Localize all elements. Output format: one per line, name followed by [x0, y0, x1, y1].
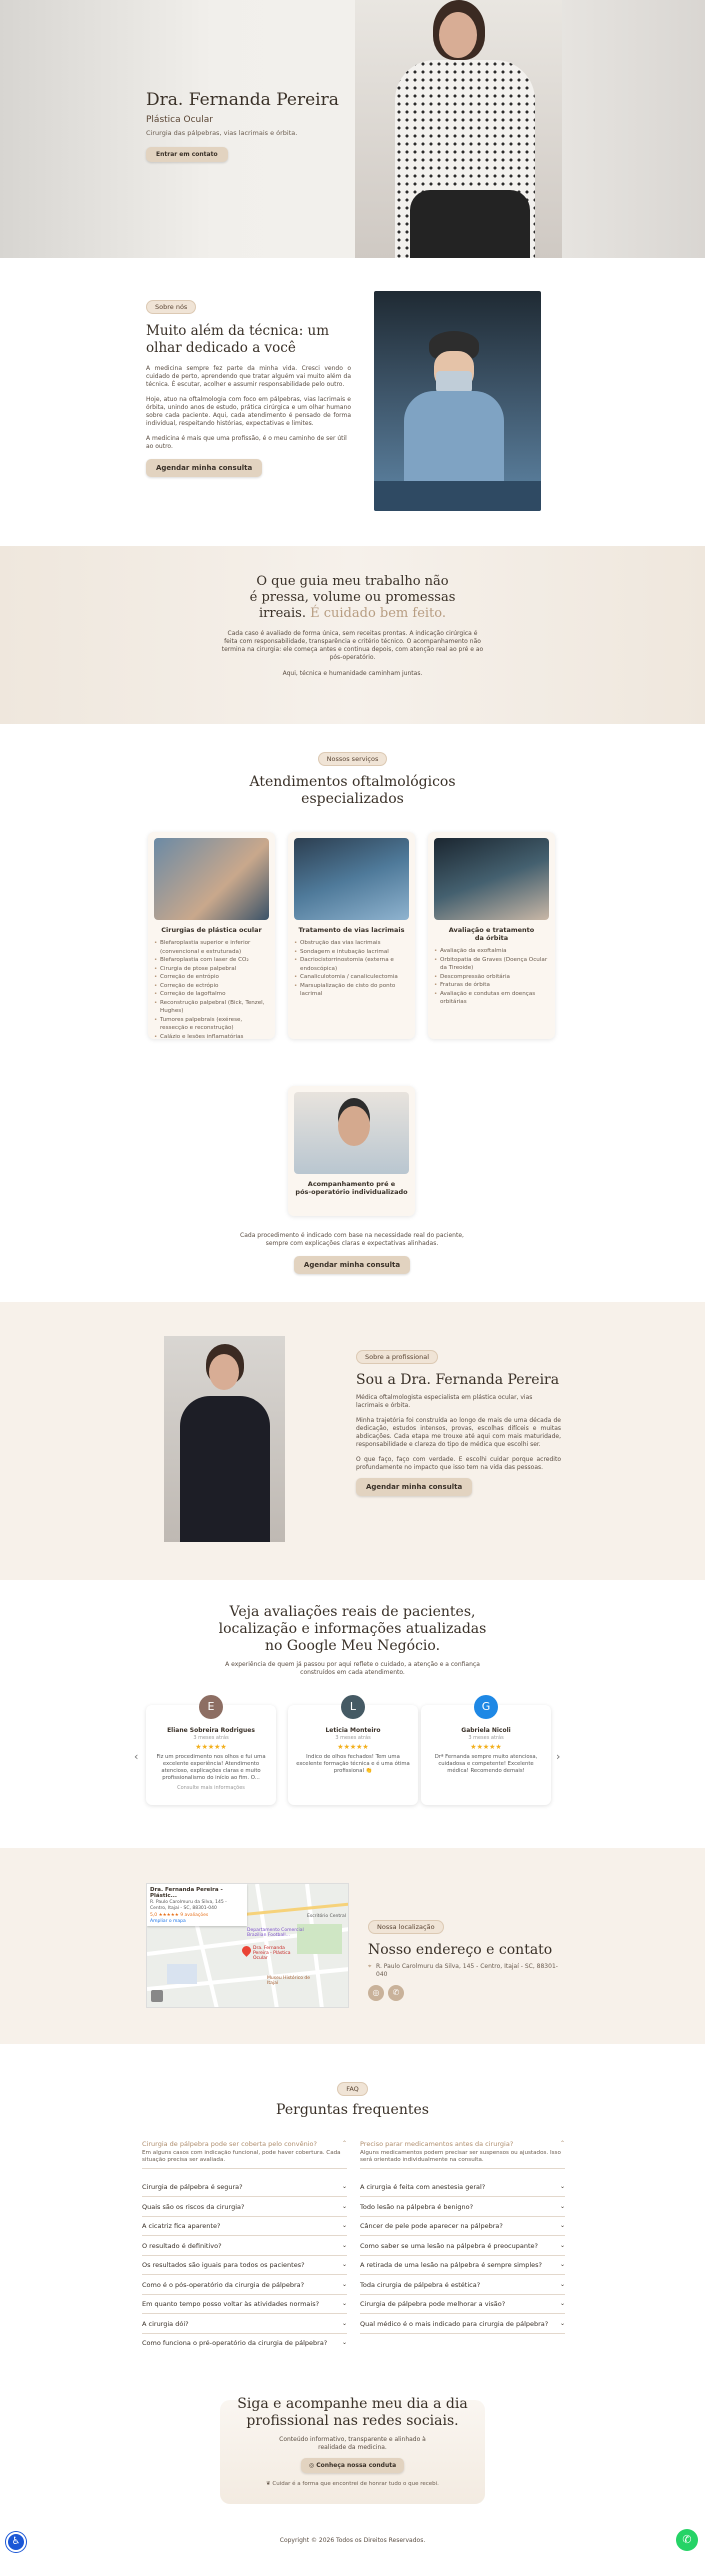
review-stars: ★★★★★ [470, 1743, 502, 1751]
profile-paragraph-1: Médica oftalmologista especialista em plástica ocular, vias lacrimais e órbita. [356, 1394, 533, 1409]
faq-question: Cirurgia de pálpebra pode melhorar a visão? [360, 2300, 506, 2308]
instagram-icon: ◎ [308, 2462, 317, 2469]
faq-question: Cirurgia de pálpebra pode ser coberta pelo convênio? [142, 2140, 317, 2148]
profile-badge: Sobre a profissional [356, 1350, 438, 1364]
location-address [368, 1963, 558, 1979]
location-title: Nosso endereço e contato [368, 1942, 553, 1958]
faq-question: O resultado é definitivo? [142, 2241, 222, 2250]
review-stars: ★★★★★ [337, 1743, 369, 1751]
faq-item[interactable] [142, 2315, 347, 2334]
hero-name: Dra. Fernanda Pereira [146, 90, 339, 110]
map-place-label-2: Escritório Central [307, 1914, 346, 1919]
chevron-down-icon: ⌄ [559, 2300, 565, 2307]
social-note [220, 2481, 485, 2487]
faq-item[interactable] [360, 2276, 565, 2295]
service-title-3b: da órbita [474, 934, 509, 942]
list-item: • Blefaroplastia com laser de CO₂ [154, 956, 269, 965]
chevron-down-icon: ⌄ [341, 2241, 347, 2249]
faq-item[interactable] [142, 2237, 347, 2256]
list-item: • Tumores palpebrais (exérese, ressecção e reconstrução) [154, 1016, 269, 1033]
faq-section [0, 2044, 705, 2352]
list-item: • Sondagem e intubação lacrimal [294, 948, 409, 957]
faq-item-open[interactable] [360, 2140, 565, 2169]
review-date: 3 meses atrás [468, 1735, 504, 1741]
chevron-up-icon: ⌃ [559, 2140, 565, 2147]
chevron-down-icon: ⌄ [341, 2222, 347, 2229]
faq-question: Quais são os riscos da cirurgia? [142, 2202, 245, 2211]
map-place-title: Dra. Fernanda Pereira - Plástic... [150, 1887, 223, 1899]
services-note: Cada procedimento é indicado com base na necessidade real do paciente, sempre com explicações claras e expectativas alinhadas. [240, 1232, 464, 1247]
review-stars: ★★★★★ [195, 1743, 227, 1751]
service-list-3 [434, 947, 549, 1007]
service-image-1 [154, 838, 269, 920]
profile-title: Sou a Dra. Fernanda Pereira [356, 1372, 560, 1388]
chevron-down-icon: ⌄ [341, 2183, 347, 2190]
values-section [0, 546, 705, 724]
chevron-down-icon: ⌄ [341, 2319, 347, 2327]
faq-item[interactable] [142, 2178, 347, 2197]
map-pin-label: Dra. Fernanda Pereira - Plástica Ocular [253, 1946, 291, 1961]
reviews-prev-arrow[interactable]: ‹ [134, 1750, 139, 1763]
faq-item[interactable] [360, 2217, 565, 2236]
faq-item[interactable] [360, 2295, 565, 2314]
profile-paragraph-2: Minha trajetória foi construída ao longo de mais de uma década de dedicação, estudos intensos, provas, escolhas difíceis e muitas abdicações. Cada etapa me trouxe até aqui com mais maturidade, responsabilidade e clareza do tipo de médica que escolhi ser. [356, 1417, 561, 1448]
about-paragraph-2: Hoje, atuo na oftalmologia com foco em pálpebras, vias lacrimais e órbita, unindo anos de estudo, prática cirúrgica e um olhar humano sobre cada paciente. Aqui, cada atendimento é pensado de forma individual, respeitando histórias, expectativas e limites. [146, 396, 351, 427]
values-title-line-1: O que guia meu trabalho não [256, 574, 449, 589]
faq-question: Toda cirurgia de pálpebra é estética? [360, 2280, 481, 2289]
about-badge: Sobre nós [146, 300, 196, 314]
faq-answer: Em alguns casos com indicação funcional, pode haver cobertura. Cada situação precisa ser avaliada. [142, 2150, 341, 2163]
list-item: • Fraturas de órbita [434, 981, 549, 990]
reviewer-name: Gabriela Nicoli [461, 1727, 511, 1734]
list-item: • Blefaroplastia superior e inferior (convencional e estruturada) [154, 939, 269, 956]
chevron-down-icon: ⌄ [559, 2241, 565, 2249]
heart-hands-icon: ❦ [266, 2481, 273, 2487]
service-card-plastic[interactable] [148, 832, 275, 1039]
faq-title: Perguntas frequentes [276, 2102, 429, 2118]
list-item: • Obstrução das vias lacrimais [294, 939, 409, 948]
list-item: • Orbitopatia de Graves (Doença Ocular da Tireoide) [434, 956, 549, 973]
review-card[interactable] [288, 1700, 418, 1805]
service-image-3 [434, 838, 549, 920]
reviews-title-line-2: localização e informações atualizadas [218, 1621, 487, 1637]
faq-question: A cirurgia dói? [142, 2319, 189, 2328]
social-title-line-1: Siga e acompanhe meu dia a dia [237, 2396, 468, 2412]
about-section [0, 258, 705, 546]
review-text: Indico de olhos fechados! Tem uma excelente formação técnica e é uma ótima profissional 👏 [296, 1754, 410, 1774]
service-list-1 [154, 939, 269, 1041]
profile-photo [164, 1336, 285, 1542]
faq-badge: FAQ [337, 2082, 368, 2096]
hero-section [0, 0, 705, 258]
review-text: Fiz um procedimento nos olhos e fui uma excelente experiência! Atendimento atencioso, explicações claras e muito profissionalismo do início ao fim. O... [156, 1754, 266, 1781]
review-date: 3 meses atrás [335, 1735, 371, 1741]
faq-question: Qual médico é o mais indicado para cirurgia de pálpebra? [360, 2319, 549, 2328]
map-place-label-3: Museu Histórico de Itajaí [267, 1976, 311, 1986]
whatsapp-small-icon[interactable]: ✆ [388, 1985, 404, 2001]
map-place-label-1: Departamento Comercial Brazilian Football... [247, 1928, 304, 1938]
map-info-box [147, 1884, 247, 1926]
social-section [0, 2352, 705, 2560]
contact-button[interactable]: Entrar em contato [146, 147, 228, 162]
chevron-down-icon: ⌄ [559, 2261, 565, 2268]
schedule-button-3[interactable]: Agendar minha consulta [356, 1478, 472, 1496]
hero-specialty: Plástica Ocular [146, 115, 213, 125]
social-note-text: Cuidar é a forma que encontrei de honrar tudo o que recebi. [272, 2481, 439, 2487]
reviews-next-arrow[interactable]: › [556, 1750, 561, 1763]
faq-item[interactable] [142, 2276, 347, 2295]
footer-copyright: Copyright © 2026 Todos os Direitos Reservados. [279, 2537, 426, 2544]
hero-text [146, 90, 346, 162]
chevron-up-icon: ⌃ [341, 2140, 347, 2147]
review-date: 3 meses atrás [193, 1735, 229, 1741]
chevron-down-icon: ⌄ [341, 2300, 347, 2307]
services-title-line-1: Atendimentos oftalmológicos [249, 774, 456, 790]
faq-answer: Alguns medicamentos podem precisar ser suspensos ou ajustados. Isso será orientado individualmente na consulta. [360, 2150, 561, 2163]
faq-question: Em quanto tempo posso voltar às atividades normais? [142, 2300, 320, 2308]
chevron-down-icon: ⌄ [559, 2319, 565, 2327]
hero-photo [355, 0, 562, 258]
services-title-line-2: especializados [301, 791, 404, 807]
location-section [0, 1848, 705, 2044]
faq-question: Cirurgia de pálpebra é segura? [142, 2183, 243, 2191]
map-marker-icon: ⌖ [368, 1963, 372, 1970]
chevron-down-icon: ⌄ [559, 2280, 565, 2288]
chevron-down-icon: ⌄ [559, 2202, 565, 2210]
faq-question: Todo lesão na pálpebra é benigno? [360, 2202, 474, 2211]
map-place-address: R. Paulo Carolmuru da Silva, 145 - Centro, Itajaí - SC, 88301-040 [150, 1900, 227, 1911]
service-title-3a: Avaliação e tratamento [448, 926, 535, 934]
list-item: • Cirurgia de ptose palpebral [154, 965, 269, 974]
values-title-line-2: é pressa, volume ou promessas [249, 590, 456, 605]
conduct-button-label: Conheça nossa conduta [316, 2462, 397, 2469]
list-item: • Avaliação e condutas em doenças orbitárias [434, 990, 549, 1007]
faq-question: Como é o pós-operatório da cirurgia de pálpebra? [142, 2280, 305, 2289]
faq-item[interactable] [142, 2217, 347, 2236]
faq-item[interactable] [360, 2256, 565, 2275]
schedule-button-2[interactable]: Agendar minha consulta [294, 1256, 410, 1274]
location-address-text: R. Paulo Carolmuru da Silva, 145 - Centro, Itajaí - SC, 88301-040 [376, 1963, 558, 1978]
service-title-4a: Acompanhamento pré e [307, 1180, 396, 1188]
reviewer-name: Eliane Sobreira Rodrigues [167, 1727, 255, 1734]
about-paragraph-1: A medicina sempre fez parte da minha vida. Cresci vendo o cuidado de perto, aprendendo que tratar alguém vai muito além da técnica. É escutar, acolher e assumir responsabilidade pelo outro. [146, 365, 351, 388]
service-title-1: Cirurgias de plástica ocular [161, 926, 262, 934]
faq-item[interactable] [360, 2198, 565, 2217]
faq-item[interactable] [360, 2178, 565, 2197]
chevron-down-icon: ⌄ [341, 2339, 347, 2346]
faq-question: Os resultados são iguais para todos os pacientes? [142, 2261, 305, 2269]
review-more-link[interactable]: Consulte mais informações [177, 1785, 245, 1791]
list-item: • Correção de entrópio [154, 973, 269, 982]
faq-question: A retirada de uma lesão na pálpebra é sempre simples? [360, 2261, 542, 2269]
faq-item[interactable] [142, 2256, 347, 2275]
location-badge: Nossa localização [368, 1920, 444, 1934]
about-paragraph-3: A medicina é mais que uma profissão, é o meu caminho de ser útil ao outro. [146, 435, 347, 450]
reviews-subtitle: A experiência de quem já passou por aqui reflete o cuidado, a atenção e a confiança construídos em cada atendimento. [225, 1661, 480, 1676]
whatsapp-float-icon[interactable]: ✆ [676, 2529, 698, 2551]
values-tagline: Aqui, técnica e humanidade caminham juntas. [282, 670, 423, 677]
list-item: • Descompressão orbitária [434, 973, 549, 982]
service-card-followup[interactable] [288, 1086, 415, 1216]
faq-question: A cicatriz fica aparente? [142, 2222, 221, 2230]
schedule-button-1[interactable]: Agendar minha consulta [146, 459, 262, 477]
chevron-down-icon: ⌄ [559, 2222, 565, 2229]
chevron-down-icon: ⌄ [559, 2183, 565, 2190]
about-title: Muito além da técnica: um olhar dedicado a você [146, 323, 330, 356]
values-text: Cada caso é avaliado de forma única, sem receitas prontas. A indicação cirúrgica é feita com responsabilidade, transparência e critério técnico. O acompanhamento não termina na cirurgia: ele começa antes e continua depois, com atenção real ao pré e ao pós-operatório. [221, 630, 484, 661]
faq-item[interactable] [142, 2334, 347, 2353]
faq-question: Como funciona o pré-operatório da cirurgia de pálpebra? [142, 2339, 328, 2347]
values-title-line-3a: irreais. [258, 606, 306, 621]
chevron-down-icon: ⌄ [341, 2202, 347, 2210]
list-item: • Marsupialização de cisto do ponto lacrimal [294, 982, 409, 999]
accessibility-icon[interactable]: ♿ [6, 2532, 26, 2552]
social-text: Conteúdo informativo, transparente e alinhado à realidade da medicina. [279, 2436, 426, 2451]
conduct-button[interactable] [301, 2458, 404, 2473]
service-list-2 [294, 939, 409, 999]
list-item: • Correção de lagoftalmo [154, 990, 269, 999]
faq-item-open[interactable] [142, 2140, 347, 2169]
map-enlarge-link[interactable]: Ampliar o mapa [150, 1919, 186, 1924]
list-item: • Canaliculotomia / canaliculectomia [294, 973, 409, 982]
faq-question: Preciso parar medicamentos antes da cirurgia? [360, 2140, 514, 2148]
faq-question: A cirurgia é feita com anestesia geral? [360, 2183, 486, 2191]
service-card-orbit[interactable] [428, 832, 555, 1039]
avatar: G [474, 1695, 498, 1719]
list-item: • Dacriocistorrinostomia (externa e endoscópica) [294, 956, 409, 973]
faq-item[interactable] [360, 2237, 565, 2256]
services-badge: Nossos serviços [318, 752, 388, 766]
reviewer-name: Leticia Monteiro [325, 1727, 381, 1734]
list-item: • Avaliação da exoftalmia [434, 947, 549, 956]
review-text: Drª Fernanda sempre muito atenciosa, cuidadosa e competente! Excelente médica! Recomendo demais! [434, 1754, 538, 1774]
values-title-highlight: É cuidado bem feito. [310, 606, 447, 621]
reviews-title-line-3: no Google Meu Negócio. [264, 1638, 441, 1654]
services-section [0, 724, 705, 1302]
faq-question: Como saber se uma lesão na pálpebra é preocupante? [360, 2241, 538, 2250]
service-image-2 [294, 838, 409, 920]
faq-item[interactable] [360, 2315, 565, 2334]
review-card[interactable] [146, 1700, 276, 1805]
service-image-4 [294, 1092, 409, 1174]
service-title-2: Tratamento de vias lacrimais [298, 926, 405, 934]
service-card-lacrimal[interactable] [288, 832, 415, 1039]
profile-section [0, 1302, 705, 1580]
list-item: • Calázio e lesões inflamatórias [154, 1033, 269, 1042]
review-card[interactable] [421, 1700, 551, 1805]
avatar: E [199, 1695, 223, 1719]
chevron-down-icon: ⌄ [341, 2261, 347, 2268]
profile-paragraph-3: O que faço, faço com verdade. E escolhi cuidar porque acredito profundamente no impacto que isso tem na vida das pessoas. [356, 1456, 561, 1471]
map-rating: 5,0 ★★★★★ 9 avaliações [150, 1913, 209, 1918]
instagram-icon[interactable]: ◎ [368, 1985, 384, 2001]
faq-item[interactable] [142, 2295, 347, 2314]
reviews-title-line-1: Veja avaliações reais de pacientes, [229, 1604, 476, 1620]
google-map[interactable] [146, 1883, 349, 2008]
chevron-down-icon: ⌄ [341, 2280, 347, 2288]
list-item: • Correção de ectrópio [154, 982, 269, 991]
surgery-photo [374, 291, 541, 511]
map-layer-thumbnail[interactable] [151, 1990, 163, 2002]
service-title-4b: pós-operatório individualizado [295, 1188, 408, 1196]
faq-question: Câncer de pele pode aparecer na pálpebra? [360, 2222, 503, 2230]
hero-subtitle: Cirurgia das pálpebras, vias lacrimais e órbita. [146, 129, 298, 137]
faq-item[interactable] [142, 2198, 347, 2217]
list-item: • Reconstrução palpebral (Bick, Tenzel, Hughes) [154, 999, 269, 1016]
social-title-line-2: profissional nas redes sociais. [246, 2413, 459, 2429]
avatar: L [341, 1695, 365, 1719]
